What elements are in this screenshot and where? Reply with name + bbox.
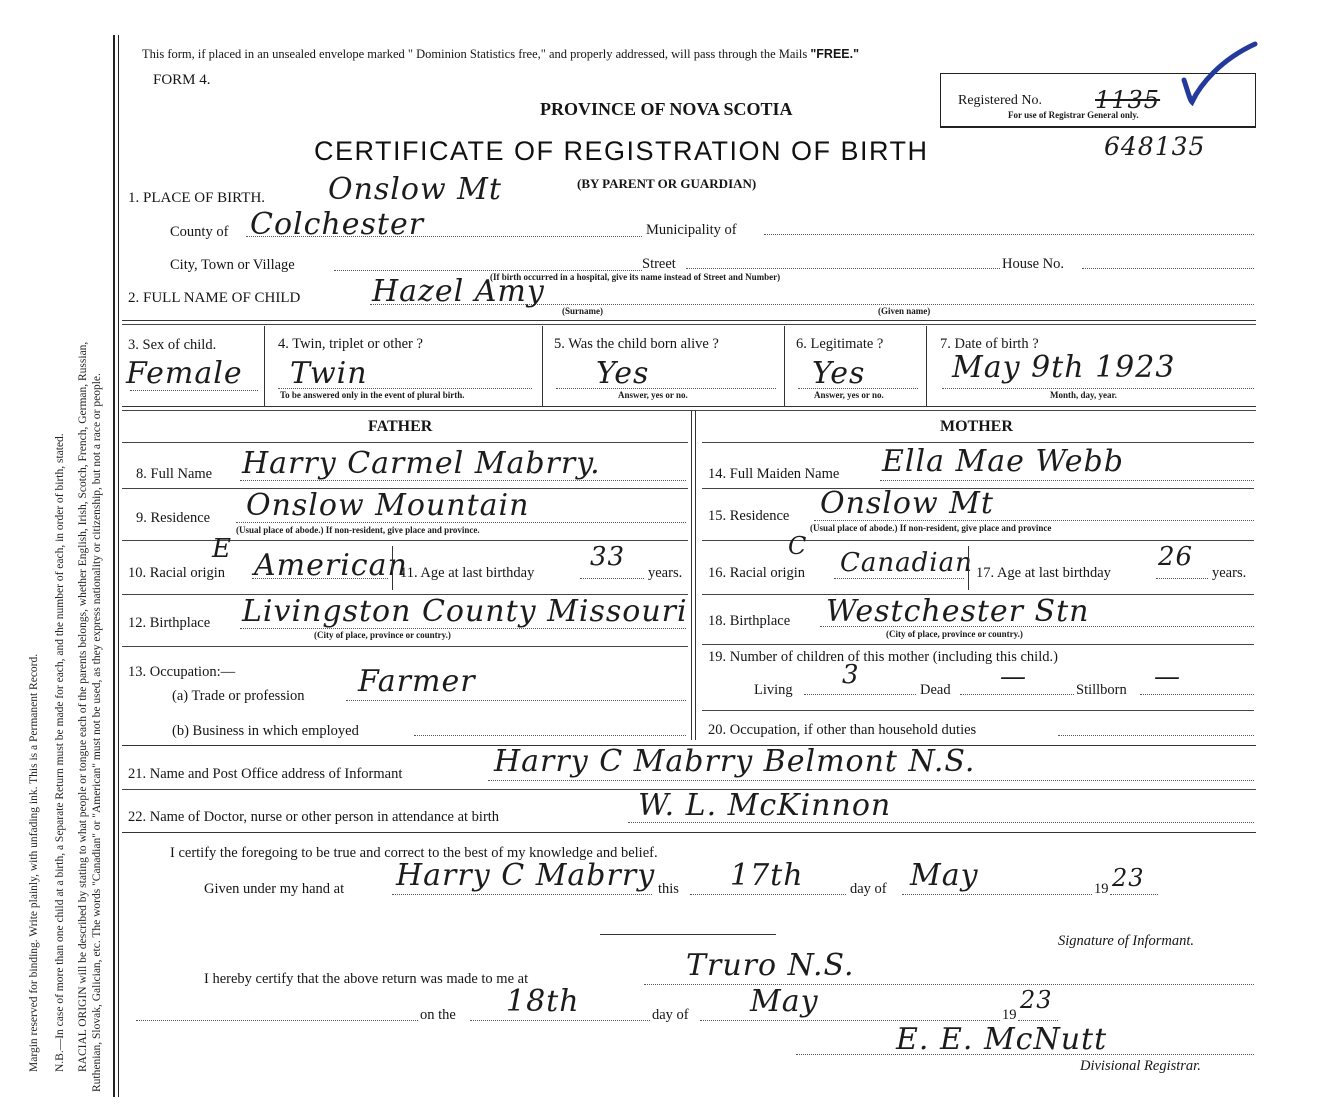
child-name-value: Hazel Amy: [372, 274, 545, 309]
doctor-value: W. L. McKinnon: [638, 788, 892, 823]
registrar-statement: I hereby certify that the above return was made to me at: [204, 971, 529, 987]
father-name-label: 8. Full Name: [136, 466, 213, 482]
twin-label: 4. Twin, triplet or other ?: [278, 336, 423, 352]
given-under-value: Harry C Mabrry: [396, 858, 656, 893]
sex-value: Female: [126, 356, 243, 391]
province-heading: PROVINCE OF NOVA SCOTIA: [540, 99, 793, 119]
mother-name-value: Ella Mae Webb: [882, 444, 1124, 479]
dob-value: May 9th 1923: [952, 350, 1176, 385]
dob-note: Month, day, year.: [1050, 390, 1117, 400]
certify-this-label: this: [658, 881, 679, 897]
surname-caption: (Surname): [562, 306, 603, 316]
legitimate-label: 6. Legitimate ?: [796, 336, 884, 352]
given-name-caption: (Given name): [878, 306, 931, 316]
margin-rule-inner: [118, 35, 119, 1097]
father-heading: FATHER: [368, 418, 433, 435]
certify-day-value: 17th: [730, 858, 804, 893]
mother-occupation-label: 20. Occupation, if other than household duties: [708, 722, 977, 738]
document-subtitle: (BY PARENT OR GUARDIAN): [577, 176, 757, 191]
registered-label: Registered No.: [958, 93, 1042, 108]
mother-birthplace-note: (City of place, province or country.): [886, 629, 1023, 639]
informant-value: Harry C Mabrry Belmont N.S.: [494, 744, 976, 779]
mother-racial-mark: C: [788, 532, 808, 560]
trade-value: Farmer: [358, 664, 476, 699]
margin-rule: [113, 35, 115, 1097]
doctor-label: 22. Name of Doctor, nurse or other person in attendance at birth: [128, 809, 500, 825]
occupation-label: 13. Occupation:—: [128, 664, 236, 680]
given-under-label: Given under my hand at: [204, 881, 345, 897]
registrar-day-of-label: day of: [652, 1007, 689, 1023]
registrar-place-value: Truro N.S.: [686, 948, 855, 983]
father-birthplace-value: Livingston County Missouri: [242, 594, 688, 629]
stillborn-value: —: [1154, 662, 1181, 692]
mother-birthplace-label: 18. Birthplace: [708, 613, 791, 629]
margin-note-3: RACIAL ORIGIN will be described by stating to what people or tongue each of the parents belongs, whether English, Irish, Scotch, French, German, Russian,: [77, 341, 89, 1072]
county-value: Colchester: [250, 207, 425, 242]
registrar-on-the-label: on the: [420, 1007, 456, 1023]
certify-statement: I certify the foregoing to be true and correct to the best of my knowledge and belief.: [170, 845, 658, 861]
legitimate-value: Yes: [812, 356, 866, 391]
father-age-value: 33: [590, 542, 626, 572]
father-racial-value: American: [254, 548, 408, 583]
street-label: Street: [642, 256, 676, 272]
margin-note-4: Ruthenian, Slovak, Galician, etc. The words "Canadian" or "American" must not be used, as they express nationality or citizenship, but not a race or people.: [91, 373, 103, 1092]
city-label: City, Town or Village: [170, 257, 295, 273]
informant-label: 21. Name and Post Office address of Informant: [128, 766, 403, 782]
born-alive-label: 5. Was the child born alive ?: [554, 336, 719, 352]
registrar-year-prefix: 19: [1002, 1007, 1017, 1023]
margin-note-2: N.B.—In case of more than one child at a birth, a Separate Return must be made for each, and the number of each, in order of birth, stated.: [54, 433, 66, 1072]
signature-caption: Signature of Informant.: [1058, 933, 1195, 949]
mother-racial-value: Canadian: [840, 548, 973, 578]
registrar-caption: Divisional Registrar.: [1080, 1058, 1201, 1074]
dob-label: 7. Date of birth ?: [940, 336, 1039, 352]
children-count-label: 19. Number of children of this mother (including this child.): [708, 649, 1058, 665]
postal-note: This form, if placed in an unsealed envelope marked " Dominion Statistics free," and properly addressed, will pass through the Mails "FREE.": [142, 47, 860, 61]
living-value: 3: [842, 660, 860, 690]
county-label: County of: [170, 224, 229, 240]
father-birthplace-note: (City of place, province or country.): [314, 630, 451, 640]
mother-name-label: 14. Full Maiden Name: [708, 466, 840, 482]
father-residence-note: (Usual place of abode.) If non-resident, give place and province.: [236, 525, 480, 535]
stillborn-label: Stillborn: [1076, 682, 1127, 698]
registrar-note: For use of Registrar General only.: [1008, 110, 1139, 120]
father-name-value: Harry Carmel Mabrry.: [242, 446, 601, 481]
twin-note: To be answered only in the event of plural birth.: [280, 390, 465, 400]
house-label: House No.: [1002, 256, 1065, 272]
mother-residence-label: 15. Residence: [708, 508, 790, 524]
mother-birthplace-value: Westchester Stn: [826, 594, 1090, 629]
mother-age-value: 26: [1158, 542, 1194, 572]
born-alive-note: Answer, yes or no.: [618, 390, 688, 400]
living-label: Living: [754, 682, 793, 698]
registered-value: 1135: [1095, 86, 1161, 114]
father-birthplace-label: 12. Birthplace: [128, 615, 211, 631]
registrar-month-value: May: [750, 984, 819, 1019]
certify-day-of-label: day of: [850, 881, 887, 897]
certify-year-value: 23: [1112, 864, 1145, 892]
handwritten-number: 648135: [1104, 132, 1206, 161]
child-name-label: 2. FULL NAME OF CHILD: [128, 290, 301, 306]
born-alive-value: Yes: [596, 356, 650, 391]
document-title: CERTIFICATE OF REGISTRATION OF BIRTH: [314, 136, 929, 166]
mother-heading: MOTHER: [940, 418, 1013, 435]
check-mark-icon: [1170, 40, 1260, 110]
form-number: FORM 4.: [153, 72, 211, 88]
municipality-label: Municipality of: [646, 222, 737, 238]
legitimate-note: Answer, yes or no.: [814, 390, 884, 400]
registrar-year-value: 23: [1020, 986, 1053, 1014]
father-residence-value: Onslow Mountain: [246, 488, 530, 523]
mother-residence-value: Onslow Mt: [820, 486, 994, 521]
mother-years-label: years.: [1212, 565, 1247, 581]
mother-residence-note: (Usual place of abode.) If non-resident, give place and province: [810, 523, 1052, 533]
father-years-label: years.: [648, 565, 683, 581]
registrar-signature: E. E. McNutt: [896, 1022, 1108, 1057]
dead-value: —: [1000, 662, 1027, 692]
place-of-birth-label: 1. PLACE OF BIRTH.: [128, 190, 266, 206]
business-label: (b) Business in which employed: [172, 723, 359, 739]
father-racial-mark: E: [212, 534, 232, 564]
mother-racial-label: 16. Racial origin: [708, 565, 806, 581]
father-residence-label: 9. Residence: [136, 510, 211, 526]
mother-age-label: 17. Age at last birthday: [976, 565, 1111, 581]
registrar-day-value: 18th: [506, 984, 580, 1019]
dead-label: Dead: [920, 682, 951, 698]
father-age-label: 11. Age at last birthday: [400, 565, 535, 581]
sex-label: 3. Sex of child.: [128, 337, 217, 353]
margin-note-1: Margin reserved for binding. Write plainly, with unfading ink. This is a Permanent Record.: [28, 653, 40, 1072]
father-racial-label: 10. Racial origin: [128, 565, 226, 581]
certify-month-value: May: [910, 858, 979, 893]
hospital-note: (If birth occurred in a hospital, give its name instead of Street and Number): [490, 272, 781, 282]
place-of-birth-value: Onslow Mt: [328, 172, 502, 207]
certify-year-prefix: 19: [1094, 881, 1109, 897]
twin-value: Twin: [290, 356, 368, 391]
trade-label: (a) Trade or profession: [172, 688, 305, 704]
